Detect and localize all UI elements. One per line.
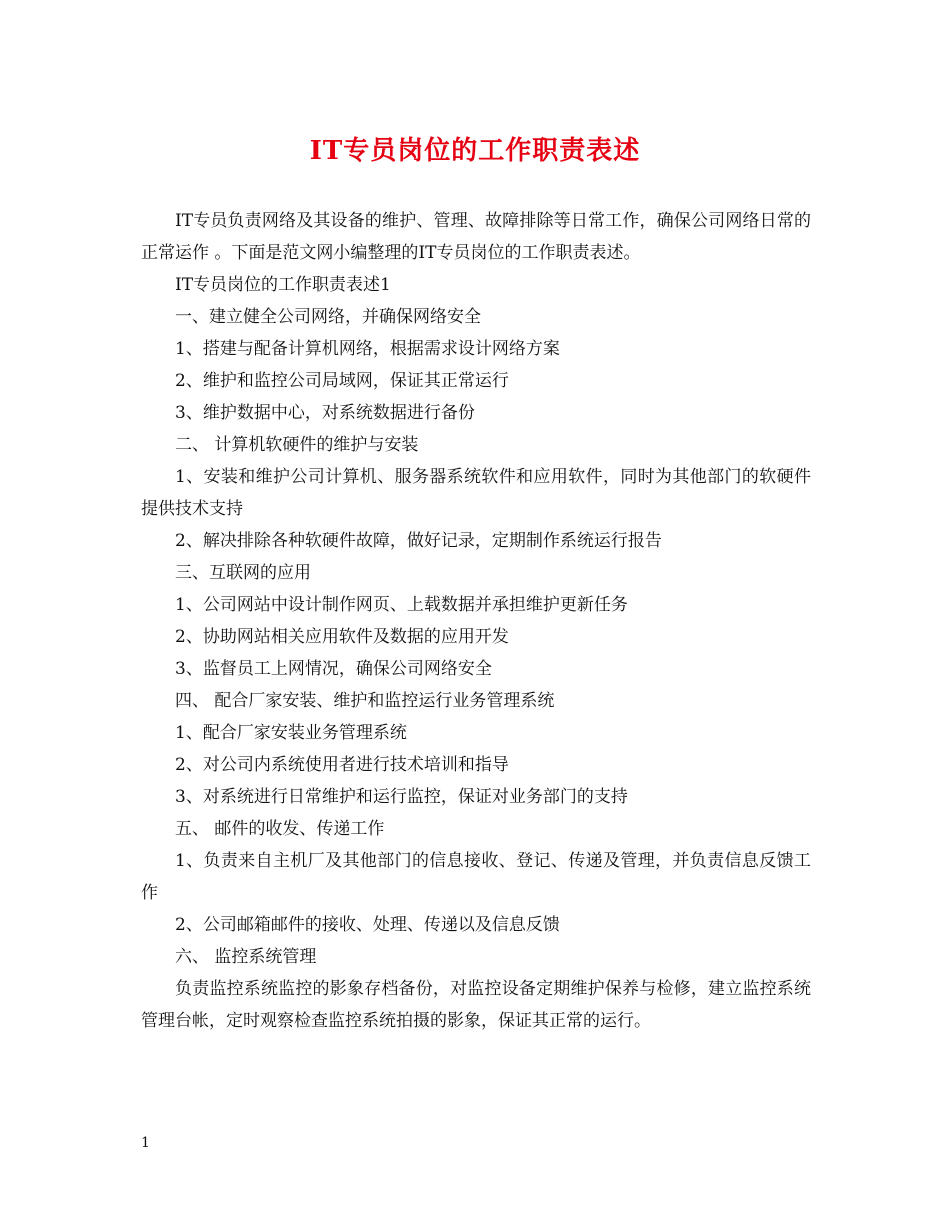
paragraph-heading-2: 二、 计算机软硬件的维护与安装 bbox=[175, 435, 419, 455]
paragraph-heading-4: 四、 配合厂家安装、维护和监控运行业务管理系统 bbox=[175, 691, 555, 711]
document-title: IT专员岗位的工作职责表述 bbox=[309, 136, 641, 166]
paragraph-item: 2、维护和监控公司局域网，保证其正常运行 bbox=[175, 371, 509, 391]
paragraph-intro: IT专员负责网络及其设备的维护、管理、故障排除等日常工作，确保公司网络日常的正常运作 。下面是范文网小编整理的IT专员岗位的工作职责表述。 bbox=[141, 211, 811, 263]
paragraph-item: 3、对系统进行日常维护和运行监控，保证对业务部门的支持 bbox=[175, 787, 628, 807]
paragraph-item: 1、负责来自主机厂及其他部门的信息接收、登记、传递及管理，并负责信息反馈工作 bbox=[141, 851, 811, 903]
paragraph-item: 3、维护数据中心，对系统数据进行备份 bbox=[175, 403, 475, 423]
paragraph-item: 3、监督员工上网情况，确保公司网络安全 bbox=[175, 659, 492, 679]
paragraph-item: 2、协助网站相关应用软件及数据的应用开发 bbox=[175, 627, 509, 647]
paragraph-item: 2、公司邮箱邮件的接收、处理、传递以及信息反馈 bbox=[175, 915, 560, 935]
paragraph-item: 2、解决排除各种软硬件故障，做好记录，定期制作系统运行报告 bbox=[175, 531, 662, 551]
document-body bbox=[141, 205, 811, 1037]
paragraph-item: 1、安装和维护公司计算机、服务器系统软件和应用软件，同时为其他部门的软硬件提供技术支持 bbox=[141, 467, 811, 519]
page-number: 1 bbox=[141, 1135, 150, 1151]
paragraph-item: 1、搭建与配备计算机网络，根据需求设计网络方案 bbox=[175, 339, 560, 359]
paragraph-item: 2、对公司内系统使用者进行技术培训和指导 bbox=[175, 755, 509, 775]
paragraph-heading-5: 五、 邮件的收发、传递工作 bbox=[175, 819, 385, 839]
paragraph-heading-1: 一、建立健全公司网络，并确保网络安全 bbox=[175, 307, 481, 327]
paragraph-section-heading: IT专员岗位的工作职责表述1 bbox=[175, 275, 391, 295]
paragraph-heading-6: 六、 监控系统管理 bbox=[175, 947, 317, 967]
paragraph-item: 1、配合厂家安装业务管理系统 bbox=[175, 723, 407, 743]
paragraph-heading-3: 三、互联网的应用 bbox=[175, 563, 311, 583]
paragraph-item: 负责监控系统监控的影象存档备份，对监控设备定期维护保养与检修，建立监控系统管理台帐，定时观察检查监控系统拍摄的影象，保证其正常的运行。 bbox=[141, 979, 811, 1031]
paragraph-item: 1、公司网站中设计制作网页、上载数据并承担维护更新任务 bbox=[175, 595, 628, 615]
